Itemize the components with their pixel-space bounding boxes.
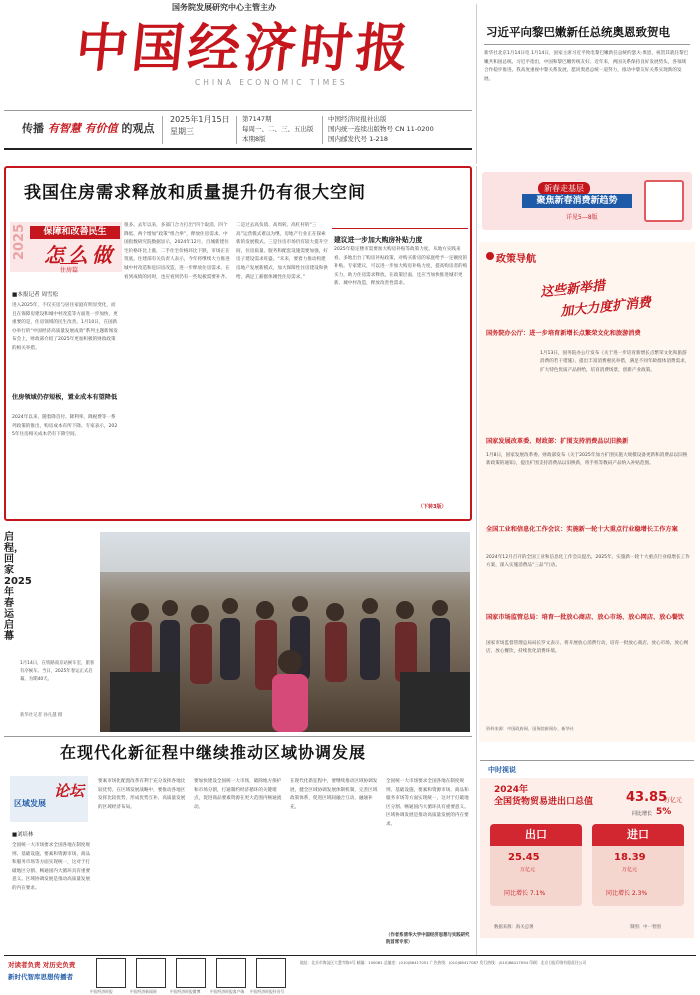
policy-slogan1: 这些新举措 bbox=[539, 278, 606, 301]
cn-label: 国内统一连续出版物号 bbox=[328, 125, 393, 133]
series-year: 2025 bbox=[12, 223, 27, 260]
footer-contact: 地址：北京市海淀区大慧寺路5号 邮编：100081 总编室：(010)88417051 广告热线：(010)88417087 发行热线：(010)88417094 印刷：北京日报印务有限责任公司 bbox=[300, 960, 587, 965]
policy-item-text: 国家市场监督管理总局局长罗文表示，将开展放心消费行动，培育一批放心商店、放心市场、放心网店、放心餐饮，持续优化消费环境。 bbox=[486, 641, 689, 655]
byline-name: 周雪松 bbox=[41, 292, 59, 298]
qr-code-icon[interactable] bbox=[136, 958, 166, 988]
photo-caption: 1月14日，在铁路南京站候车室，旅客有序候车。当日，2025年春运正式启幕，为期40天。 bbox=[20, 661, 95, 682]
policy-item-text: 2024年12月召开的全国工业和信息化工作会议提出，2025年，实施新一轮十大重点行业稳增长工作方案，深入实施消费品“三品”行动。 bbox=[486, 555, 690, 569]
policy-item-head[interactable]: 国家发展改革委、财政部：扩围支持消费品以旧换新 bbox=[486, 438, 629, 445]
divider bbox=[162, 116, 163, 144]
divider bbox=[236, 116, 237, 144]
policy-source: 资料来源：中国政府网、国务院新闻办、新华社 bbox=[486, 726, 574, 731]
qr-code-icon[interactable] bbox=[96, 958, 126, 988]
date-block bbox=[170, 114, 230, 138]
sidebar-rule bbox=[332, 228, 468, 229]
slogan-em2: 有价值 bbox=[84, 122, 118, 135]
qr-label: 中国经济时报客户端 bbox=[210, 989, 245, 994]
forum-tag-big: 论坛 bbox=[54, 782, 85, 800]
trade-data-source: 数据来源：海关总署 bbox=[494, 925, 534, 930]
publish-schedule: 每周一、二、三、五出版 bbox=[242, 125, 314, 133]
masthead-bottom-rule bbox=[4, 148, 472, 150]
second-article-title[interactable]: 在现代化新征程中继续推动区域协调发展 bbox=[60, 743, 367, 762]
newspaper-english-name: CHINA ECONOMIC TIMES bbox=[195, 78, 348, 87]
import-value: 18.39 bbox=[614, 852, 646, 863]
calendar-icon bbox=[644, 180, 684, 222]
continued-note[interactable]: （下转3版） bbox=[418, 504, 447, 510]
page-count: 本期8版 bbox=[242, 135, 266, 143]
policy-item-text: 1月13日，国务院办公厅发布《关于进一步培育新增长点繁荣文化和旅游消费的若干措施》，提出丰富消费惠民举措，满足不同年龄群体消费需求，扩大特色优质产品供给，培育消费场景，创新产业政策。 bbox=[540, 351, 690, 373]
footer-rule bbox=[4, 955, 696, 956]
publisher: 中国经济时报社出版 bbox=[328, 115, 387, 123]
lead-sidebar-text: 2025年稳定楼市需要加大购房补贴等政策力度。从地方实践来看，多地出台了购房补贴政策，对购买新房的家庭给予一定额度的补贴。专家建议，可以进一步加大购房补贴力度，提高购房者的购买力，助力住房需求释放。在政策层面，还应当加快推进城市更新、城中村改造，释放改善性需求。 bbox=[334, 247, 468, 287]
divider bbox=[322, 116, 323, 144]
photo-credit: 新华社记者 孙凡越 摄 bbox=[20, 713, 63, 718]
station-crowd-image bbox=[100, 532, 470, 732]
lead-subheading: 住房领域仍存短板，置业成本有望降低 bbox=[12, 394, 118, 401]
series-tag bbox=[10, 222, 122, 272]
banner-main: 聚焦新春消费新趋势 bbox=[522, 194, 632, 208]
slogan-post: 的观点 bbox=[121, 122, 155, 135]
top-news-body: 新华社北京1月14日电 1月14日，国家主席习近平致电黎巴嫩新任总统约瑟夫·奥恩，祝贺其就任黎巴嫩共和国总统。习近平指出，中国和黎巴嫩传统友好。近年来，两国关系保持良好发展势头，各领域合作稳步推进。我高度重视中黎关系发展，愿同奥恩总统一道努力，推动中黎友好关系实现新的发展。 bbox=[484, 51, 689, 82]
rule bbox=[480, 760, 694, 761]
newspaper-logo: 中国经济时报 bbox=[72, 18, 416, 79]
top-news-headline[interactable]: 习近平向黎巴嫩新任总统奥恩致贺电 bbox=[486, 25, 670, 39]
issn-value: 1-218 bbox=[369, 135, 388, 143]
second-byline: ■刘培林 bbox=[12, 832, 34, 838]
qr-code-icon[interactable] bbox=[256, 958, 286, 988]
second-col5: 全国统一大市场要求全国各地在制度规则、基础设施、要素和资源市场、商品和服务市场等方面实现统一，这对于打破地区分割、畅通国内大循环具有重要意义。区域协调发展是推动高质量发展的内在要求。 bbox=[386, 779, 469, 827]
import-label: 进口 bbox=[592, 824, 684, 846]
trade-infographic bbox=[480, 778, 694, 938]
lead-col1-text: 进入2025年，不仅买房与居住家庭有明显变化，而且在保障房建设和城中村改造等方面进一步加快，更重要的是，住房领域的民生改善。1月10日，在国新办举行的“中国经济高质量发展成效”系列主题新闻发布会上，财政部介绍了2025年更加积极的财政政策的相关举措。 bbox=[12, 303, 118, 351]
sponsor-line: 国务院发展研究中心主管主办 bbox=[172, 3, 276, 12]
trade-label: 全国货物贸易进出口总值 bbox=[494, 797, 594, 807]
qr-label: 中国经济时报微博 bbox=[170, 989, 201, 994]
series-main-label: 保障和改善民生 bbox=[30, 226, 120, 239]
trade-chart-credit: 制图：中一智图 bbox=[630, 925, 661, 930]
masthead-rule bbox=[4, 110, 472, 111]
forum-tag bbox=[10, 776, 88, 822]
photo-vertical-caption: 启程，回家 2025年春运启幕 bbox=[4, 532, 32, 642]
series-big-label: 怎么做 bbox=[44, 243, 116, 267]
lead-byline bbox=[12, 290, 58, 298]
author-note: （作者系清华大学中国经济思想与实践研究院首席专家） bbox=[386, 933, 470, 945]
policy-nav-title: 政策导航 bbox=[496, 254, 536, 265]
lead-col1-text2: 2024年以来，随着降首付、降利率、降税费等一系列政策的推出，购房成本有所下降。专家表示，2025年住房相关成本仍有下降空间。 bbox=[12, 415, 118, 438]
spring-festival-travel-photo bbox=[100, 532, 470, 732]
section-rule bbox=[4, 736, 472, 737]
series-sub-label: 住房篇 bbox=[60, 263, 78, 274]
byline-prefix: ■本报记者 bbox=[12, 292, 40, 298]
trade-growth-label: 同比增长 bbox=[632, 811, 653, 817]
qr-code-icon[interactable] bbox=[176, 958, 206, 988]
rule bbox=[484, 44, 690, 45]
second-col2: 要素市场化配置改革有利于充分发挥各地比较优势。在区域发展战略中，要推动各地区发挥比较优势，形成优势互补、高质量发展的区域经济布局。 bbox=[98, 779, 186, 810]
issue-weekday: 星期三 bbox=[170, 127, 194, 136]
trade-year: 2024年 bbox=[494, 785, 529, 795]
lead-sidebar-title[interactable]: 建议进一步加大购房补贴力度 bbox=[334, 236, 423, 244]
issn-label: 国内邮发代号 bbox=[328, 135, 367, 143]
vision-title: 中时视说 bbox=[488, 766, 516, 774]
qr-label: 中国经济时报抖音号 bbox=[250, 989, 285, 994]
spring-banner[interactable] bbox=[482, 172, 692, 230]
column-divider bbox=[476, 4, 477, 164]
policy-item-head[interactable]: 国家市场监管总局：培育一批放心商店、放心市场、放心网店、放心餐饮 bbox=[486, 614, 684, 621]
second-col4: 在现代化新征程中，要继续推动区域协调发展，健全区域协调发展体制机制，完善区域政策体系，促进区域间融合互动、融通补充。 bbox=[290, 779, 378, 810]
issue-block bbox=[242, 114, 314, 144]
footer-slogan1: 对读者负责 对历史负责 bbox=[8, 961, 76, 969]
issue-date: 2025年1月15日 bbox=[170, 115, 230, 124]
slogan-pre: 传播 bbox=[22, 122, 44, 135]
lead-article-title[interactable]: 我国住房需求释放和质量提升仍有很大空间 bbox=[24, 183, 366, 203]
qr-code-icon[interactable] bbox=[216, 958, 246, 988]
second-col3: 要加快建设全国统一大市场，破除地方保护和市场分割，打通制约经济循环的关键堵点，促进商品要素资源在更大范围内畅通流动。 bbox=[194, 779, 282, 810]
lead-col2-text: 很多。去年以来，多部门合力打出“四个取消、四个降低、两个增加”政策“组合拳”，释放住房需求。中国指数研究院数据显示，2024年12月，百城新建住宅价格环比上涨，二手住宅价格环比下跌，市场正在筑底。住建部有关负责人表示，今年将继续大力推进城中村改造和危旧房改造，进一步释放住房需求。在看到成绩的同时，也应看到仍有一些短板需要补齐。 bbox=[124, 223, 230, 280]
import-unit: 万亿元 bbox=[622, 867, 638, 873]
trade-growth: 5% bbox=[656, 807, 672, 817]
slogan-em1: 有智慧 bbox=[47, 122, 81, 135]
import-growth: 同比增长 2.3% bbox=[606, 890, 648, 897]
import-card bbox=[592, 824, 684, 906]
lead-col3-text: 二是过去高负债、高周转、高杠杆的“三高”运营模式难以为继，房地产行业正在探索新的发展模式。三是住房市场仍有较大提升空间，住房质量、服务和配套设施需要加强，好房子建设需求旺盛。“未来，要着力推动构建房地产发展新模式，加大保障性住房建设和供给，满足工薪群体刚性住房需求。” bbox=[236, 223, 328, 280]
column-divider bbox=[476, 166, 477, 956]
export-growth: 同比增长 7.1% bbox=[504, 890, 546, 897]
cn-value: CN 11-0200 bbox=[395, 125, 434, 133]
publisher-block bbox=[328, 114, 434, 144]
export-unit: 万亿元 bbox=[520, 867, 536, 873]
policy-item-text: 1月8日，国家发展改革委、财政部发布《关于2025年加力扩围实施大规模设备更新和消费品以旧换新政策的通知》，提出扩围支持消费品以旧换新，将手机等数码产品纳入补贴范围。 bbox=[486, 453, 688, 467]
policy-item-head[interactable]: 全国工业和信息化工作会议：实施新一轮十大重点行业稳增长工作方案 bbox=[486, 526, 678, 533]
footer-slogan2: 新时代智库思想传播者 bbox=[8, 973, 73, 981]
trade-unit: 万亿元 bbox=[664, 797, 683, 804]
second-col1: 全国统一大市场要求全国各地在制度规则、基础设施、要素和资源市场、商品和服务市场等方面实现统一，这对于打破地区分割、畅通国内大循环具有重要意义。区域协调发展是推动高质量发展的内在要求。 bbox=[12, 843, 91, 891]
policy-item-head[interactable]: 国务院办公厅：进一步培育新增长点繁荣文化和旅游消费 bbox=[486, 330, 641, 337]
export-value: 25.45 bbox=[508, 852, 540, 863]
export-label: 出口 bbox=[490, 824, 582, 846]
bullet-icon bbox=[486, 252, 494, 260]
slogan bbox=[22, 120, 155, 136]
banner-top: 新春走基层 bbox=[538, 182, 590, 195]
issue-number: 第7147期 bbox=[242, 115, 272, 123]
qr-label: 中国经济时报 bbox=[90, 989, 113, 994]
forum-tag-small: 区域发展 bbox=[14, 799, 46, 808]
policy-slogan2: 加大力度扩消费 bbox=[559, 295, 652, 320]
banner-sub: 详见5—8版 bbox=[566, 214, 598, 221]
export-card bbox=[490, 824, 582, 906]
qr-label: 中国经济新闻网 bbox=[130, 989, 157, 994]
trade-value: 43.85 bbox=[626, 790, 668, 805]
